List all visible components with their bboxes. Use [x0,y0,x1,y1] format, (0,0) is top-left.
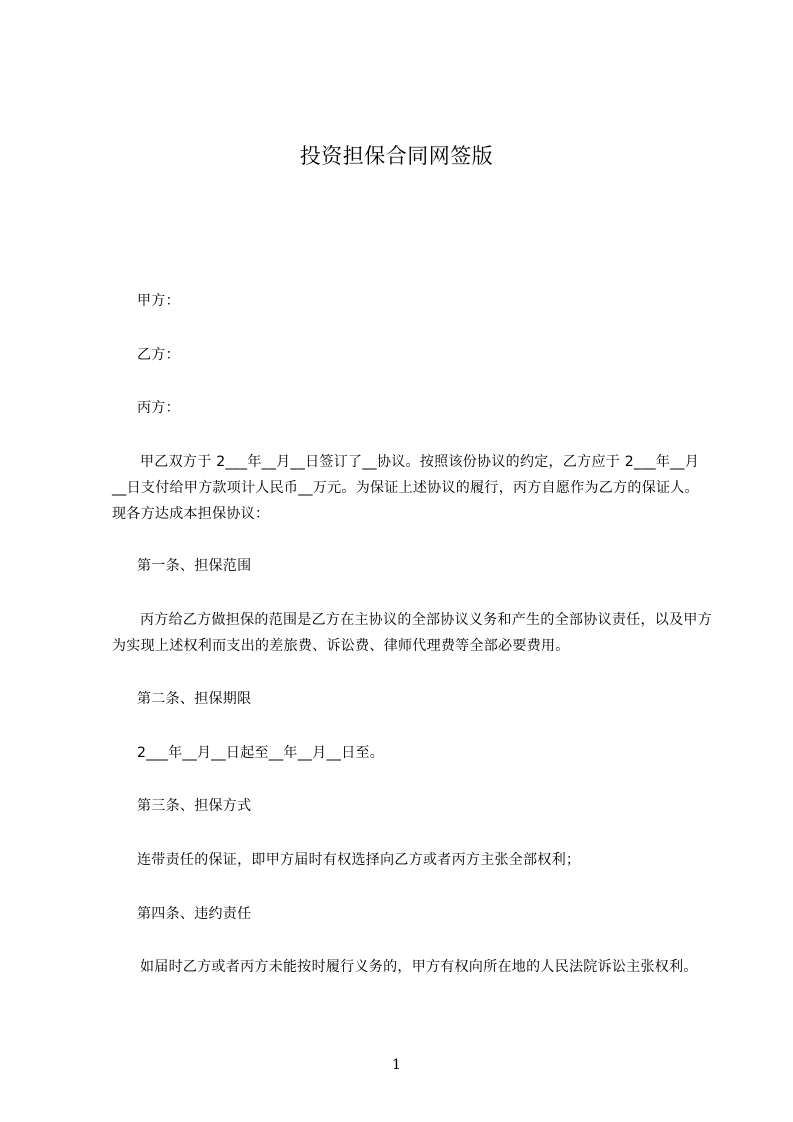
article3-body: 连带责任的保证，即甲方届时有权选择向乙方或者丙方主张全部权利； [137,852,581,868]
article4-heading: 第四条、违约责任 [137,906,252,922]
article2-heading: 第二条、担保期限 [137,691,252,707]
party-a-label: 甲方： [137,293,180,309]
article4-body: 如届时乙方或者丙方未能按时履行义务的，甲方有权向所在地的人民法院诉讼主张权利。 [140,959,698,975]
article1-heading: 第一条、担保范围 [137,558,252,574]
article2-body: 2___年__月__日起至__年__月__日至。 [137,745,385,761]
preamble-paragraph: 甲乙双方于 2___年__月__日签订了__协议。按照该份协议的约定，乙方应于 2___年__月__日支付给甲方款项计人民币__万元。为保证上述协议的履行，丙方自愿作为乙方的保证人。现各方达成本担保协议： [112,454,700,522]
party-b-label: 乙方： [137,347,180,363]
article3-heading: 第三条、担保方式 [137,798,252,814]
article1-body: 丙方给乙方做担保的范围是乙方在主协议的全部协议义务和产生的全部协议责任，以及甲方为实现上述权利而支出的差旅费、诉讼费、律师代理费等全部必要费用。 [112,612,712,654]
party-c-label: 丙方： [137,400,180,416]
document-title: 投资担保合同网签版 [299,144,494,168]
page-number: 1 [392,1057,401,1073]
